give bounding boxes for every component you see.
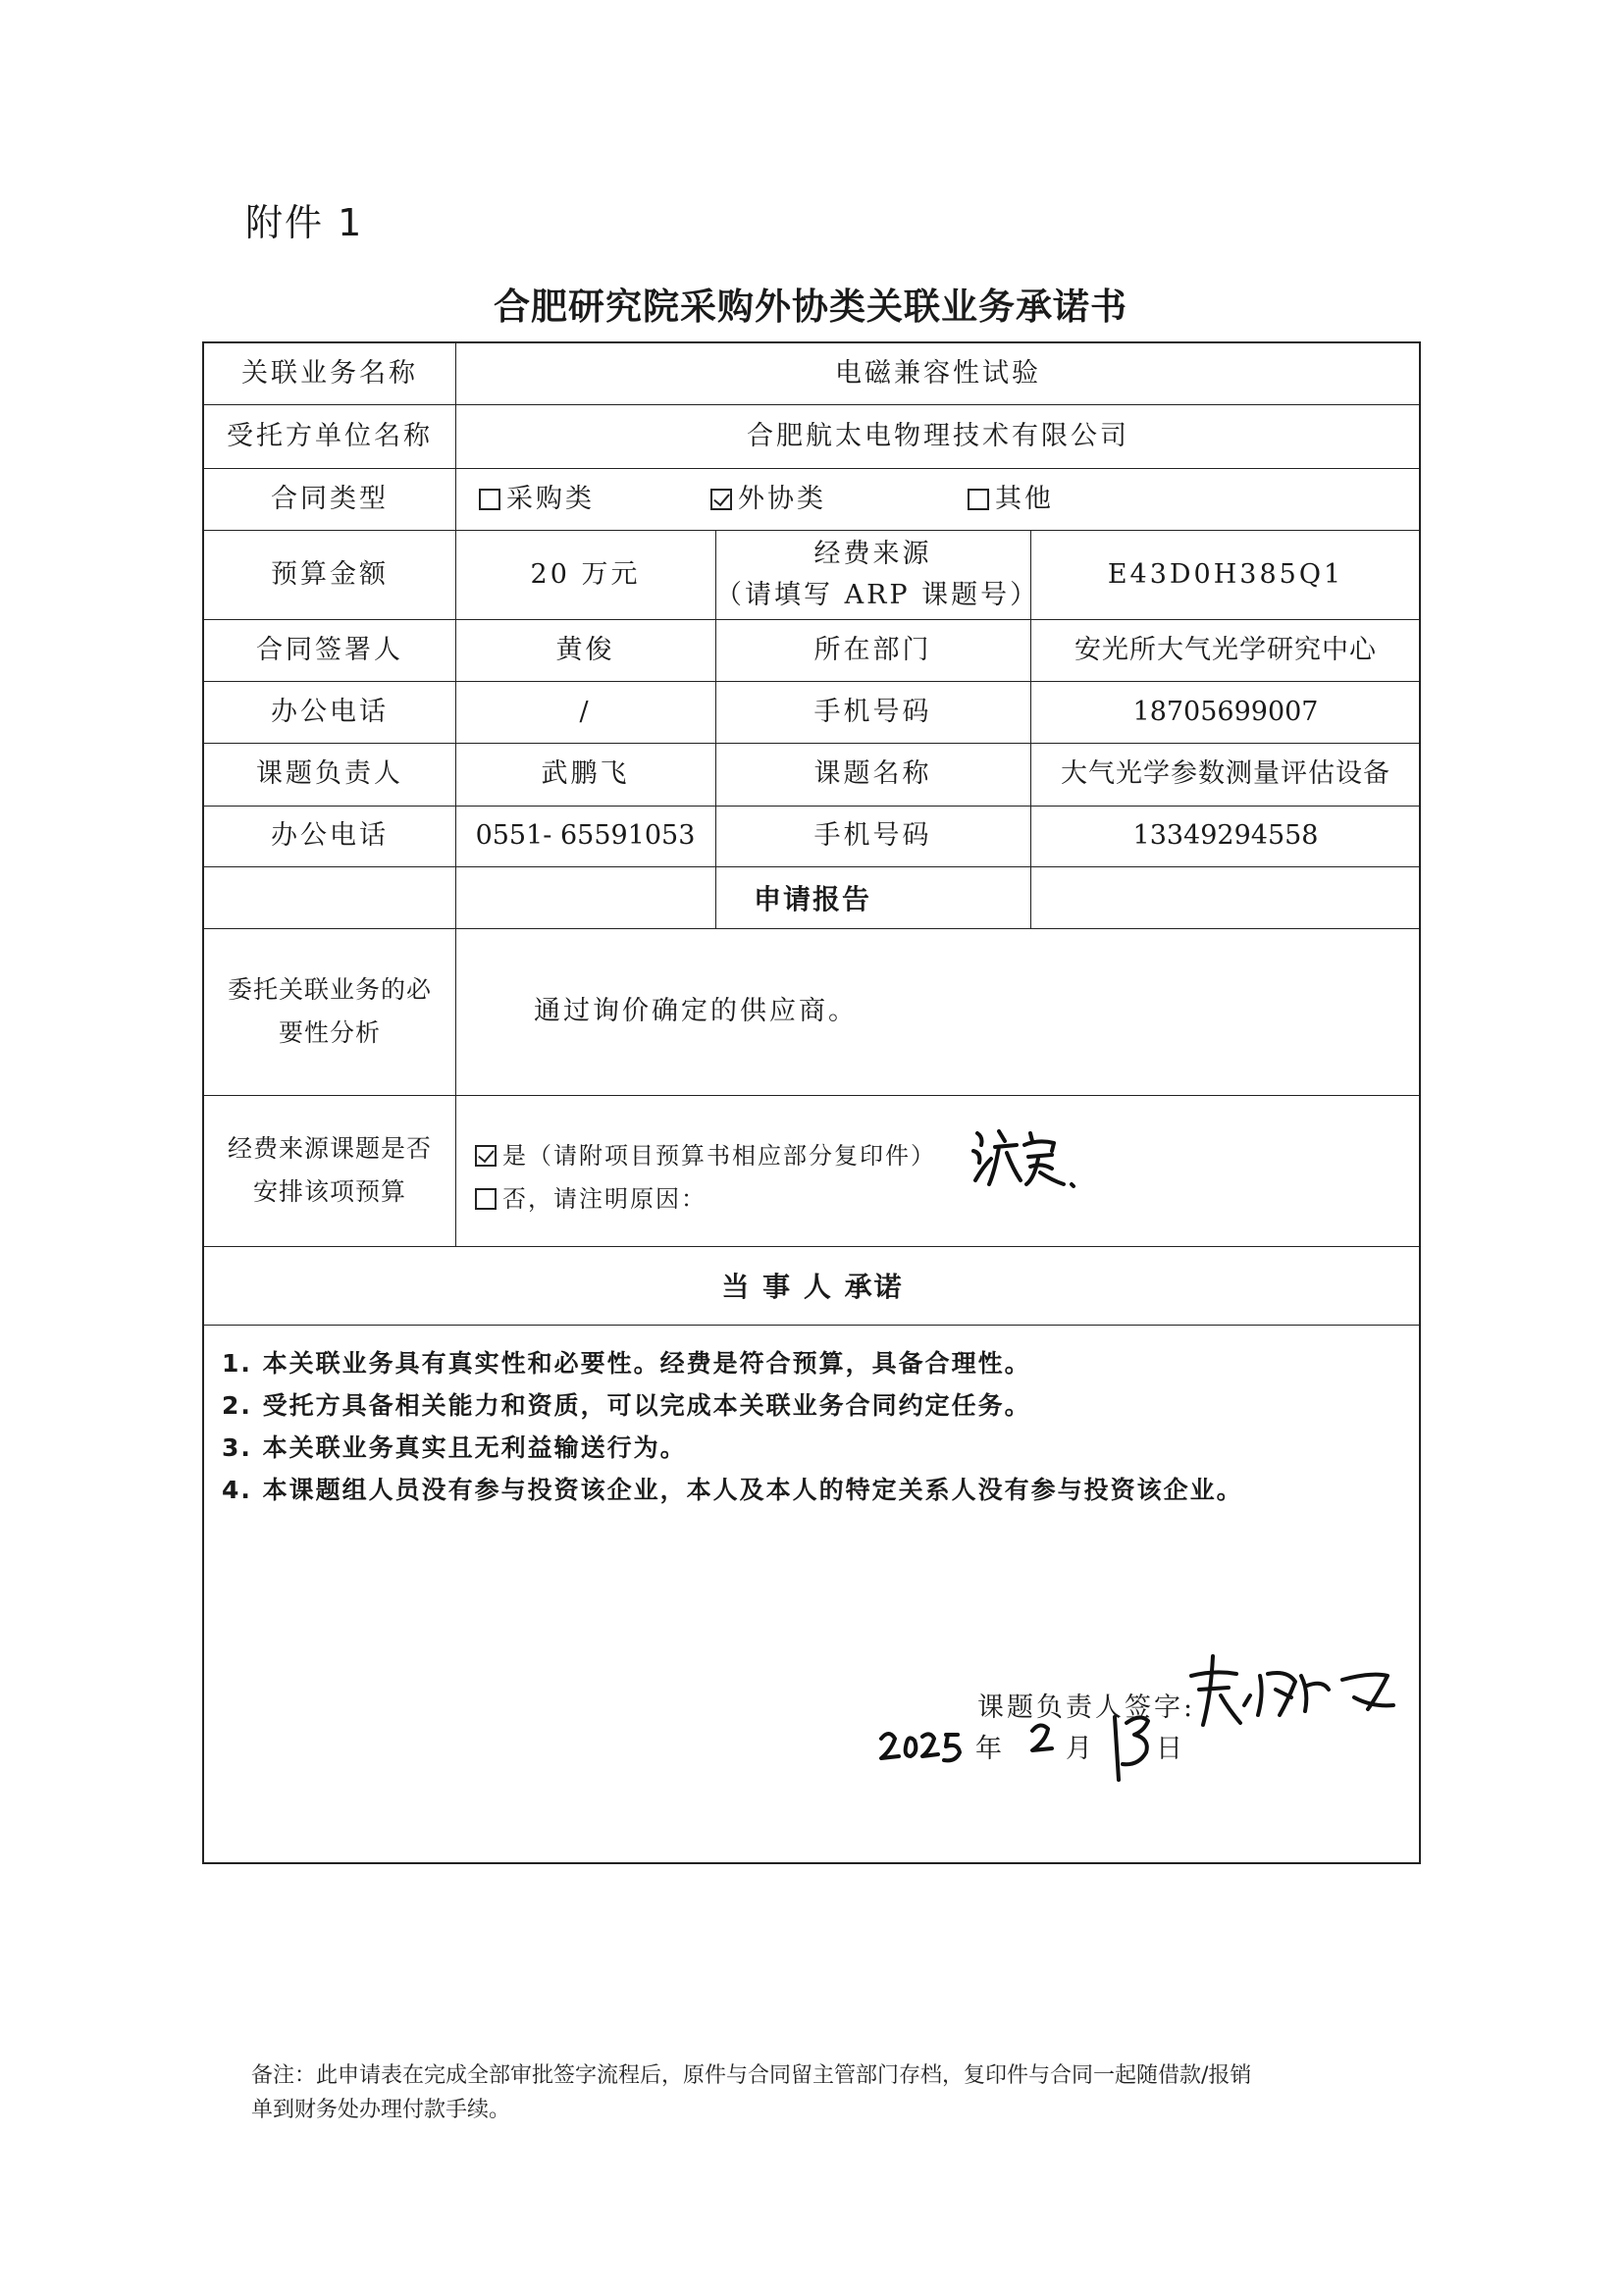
document-title: 合肥研究院采购外协类关联业务承诺书 [494,286,1127,328]
no-option[interactable]: 否，请注明原因： [475,1179,707,1214]
checked-checkbox-icon [710,489,732,510]
entrusted-unit-value: 合肥航太电物理技术有限公司 [747,420,1129,451]
commitment-section-title: 当 事 人 承诺 [721,1271,904,1303]
budget-arranged-label: 经费来源课题是否 安排该项预算 [227,1134,432,1206]
mobile-label-2: 手机号码 [813,820,932,852]
entrusted-unit-label: 受托方单位名称 [227,420,433,451]
signature-label: 课题负责人签字: [977,1692,1196,1723]
budget-value: 20 万元 [530,558,641,590]
contract-type-label: 合同类型 [271,483,389,514]
department-value: 安光所大气光学研究中心 [1074,634,1377,665]
mobile-label-1: 手机号码 [813,696,932,727]
fund-source-value: E43D0H385Q1 [1107,558,1344,590]
commitment-item: 4. 本课题组人员没有参与投资该企业，本人及本人的特定关系人没有参与投资该企业。 [222,1476,1243,1504]
contract-signer-value: 黄俊 [555,634,615,665]
option-outsourcing[interactable]: 外协类 [710,478,826,520]
business-name-value: 电磁兼容性试验 [835,358,1041,390]
date-day-label: 日 [1156,1734,1185,1764]
budget-label: 预算金额 [271,558,389,590]
date-month-label: 月 [1066,1734,1095,1764]
commitment-list [222,1342,1409,1511]
handwritten-year [875,1725,973,1770]
necessity-value: 通过询价确定的供应商。 [534,996,858,1027]
project-name-value: 大气光学参数测量评估设备 [1061,758,1390,790]
office-phone-value-2: 0551- 65591053 [475,820,696,852]
necessity-label: 委托关联业务的必 要性分析 [227,975,432,1047]
handwritten-initial [969,1123,1087,1192]
office-phone-label-2: 办公电话 [271,820,389,852]
checkbox-icon [968,489,989,510]
project-leader-label: 课题负责人 [256,758,403,790]
handwritten-day [1105,1709,1160,1797]
commitment-item: 3. 本关联业务真实且无利益输送行为。 [222,1433,687,1462]
option-other[interactable]: 其他 [968,478,1054,520]
checkbox-icon [475,1188,497,1210]
checked-checkbox-icon [475,1145,497,1167]
department-label: 所在部门 [813,634,932,665]
option-purchase[interactable]: 采购类 [479,478,595,520]
office-phone-value-1: / [579,696,592,727]
footer-note: 备注：此申请表在完成全部审批签字流程后，原件与合同留主管部门存档，复印件与合同一起随借款/报销 单到财务处办理付款手续。 [251,2063,1252,2122]
application-section-title: 申请报告 [753,882,871,915]
yes-option[interactable]: 是（请附项目预算书相应部分复印件） [475,1136,936,1171]
date-year-label: 年 [975,1734,1005,1764]
checkbox-icon [479,489,500,510]
office-phone-label-1: 办公电话 [271,696,389,727]
project-leader-value: 武鹏飞 [541,758,630,790]
mobile-value-2: 13349294558 [1132,820,1319,852]
mobile-value-1: 18705699007 [1132,696,1319,727]
commitment-form [202,341,1421,1864]
commitment-item: 2. 受托方具备相关能力和资质，可以完成本关联业务合同约定任务。 [222,1391,1031,1420]
business-name-label: 关联业务名称 [241,358,418,390]
commitment-item: 1. 本关联业务具有真实性和必要性。经费是符合预算，具备合理性。 [222,1349,1031,1378]
contract-signer-label: 合同签署人 [256,634,403,665]
handwritten-signature [1185,1646,1401,1735]
contract-type-options [469,468,1411,530]
attachment-label: 附件 1 [245,201,364,244]
handwritten-month [1024,1717,1064,1760]
project-name-label: 课题名称 [813,758,932,790]
fund-source-label: 经费来源 （请填写 ARP 课题号） [715,538,1040,610]
